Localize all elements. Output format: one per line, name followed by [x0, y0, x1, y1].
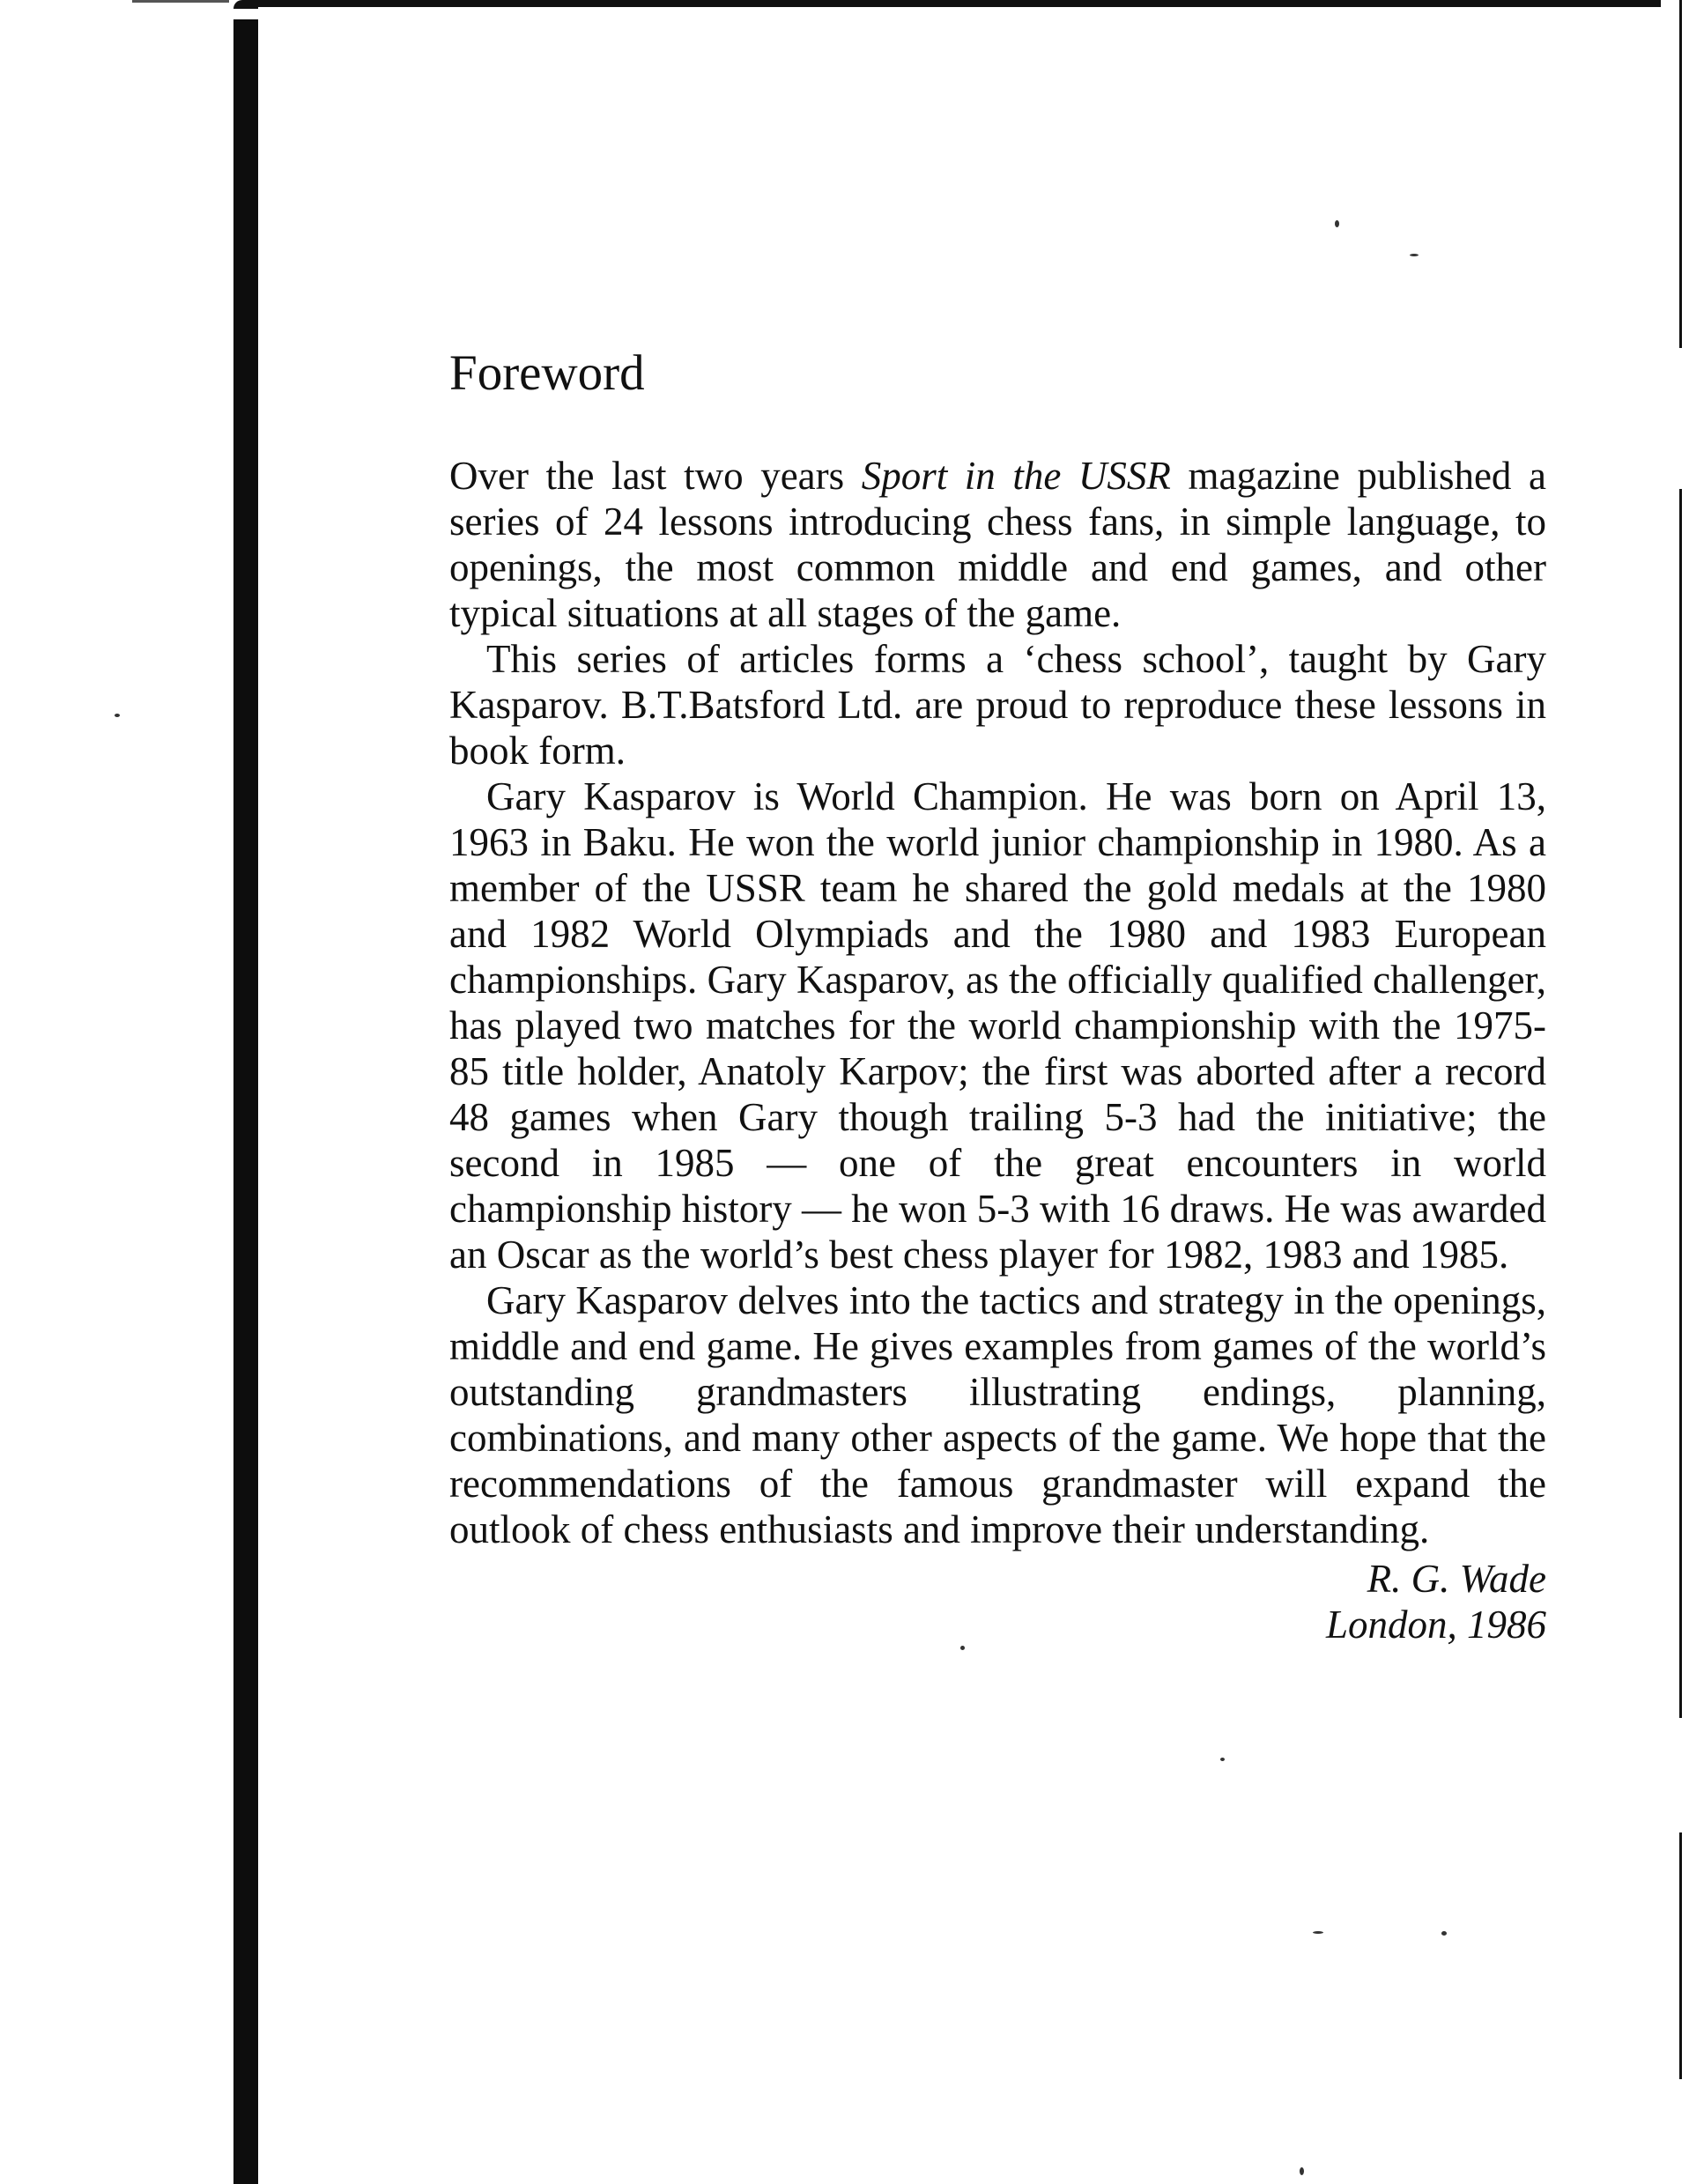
scan-speck [1335, 220, 1339, 227]
page-left-edge [233, 19, 258, 2184]
paragraph-1 [449, 453, 1546, 636]
scan-speck [1313, 1931, 1323, 1934]
signature-author: R. G. Wade [1367, 1557, 1546, 1601]
page-title: Foreword [449, 345, 645, 401]
paragraph-1-end: magazine published a series of 24 lessons introducing chess fans, in simple language, to openings, the most common middle and end games, and other typical situations at all stages of the game. [449, 454, 1546, 635]
page-top-edge [233, 0, 1661, 9]
foreword-body [449, 453, 1546, 1552]
signature-place-date: London, 1986 [1325, 1603, 1546, 1647]
scan-speck [115, 714, 120, 717]
scan-speck [1410, 254, 1419, 256]
page-right-edge-middle [1679, 489, 1682, 1718]
scan-speck [1441, 1931, 1447, 1936]
scan-top-mark [132, 0, 229, 3]
paragraph-2: This series of articles forms a ‘chess school’, taught by Gary Kasparov. B.T.Batsford Ltd. are proud to reproduce these lessons in book form. [449, 637, 1546, 773]
page-right-edge-lower [1679, 1832, 1682, 2079]
scan-speck [1220, 1758, 1225, 1761]
signature-block [449, 1556, 1546, 1647]
paragraph-1-start: Over the last two years [449, 454, 862, 498]
scan-speck [1300, 2167, 1304, 2175]
paragraph-3: Gary Kasparov is World Champion. He was born on April 13, 1963 in Baku. He won the world junior championship in 1980. As a member of the USSR team he shared the gold medals at the 1980 and 1982 World Olympiads and the 1980 and 1983 European championships. Gary Kasparov, as the officially qualified challenger, has played two matches for the world championship with the 1975-85 title holder, Anatoly Karpov; the first was aborted after a record 48 games when Gary though trailing 5-3 had the initiative; the second in 1985 — one of the great encounters in world championship history — he won 5-3 with 16 draws. He was awarded an Oscar as the world’s best chess player for 1982, 1983 and 1985. [449, 774, 1546, 1277]
foreword-page [449, 345, 1546, 1647]
magazine-title: Sport in the USSR [861, 454, 1171, 498]
paragraph-4: Gary Kasparov delves into the tactics and strategy in the openings, middle and end game. He gives examples from games of the world’s outstanding grandmasters illustrating endings, planning, combinations, and many other aspects of the game. We hope that the recommendations of the famous grandmaster will expand the outlook of chess enthusiasts and improve their understanding. [449, 1278, 1546, 1551]
page-right-edge-upper [1679, 0, 1682, 348]
